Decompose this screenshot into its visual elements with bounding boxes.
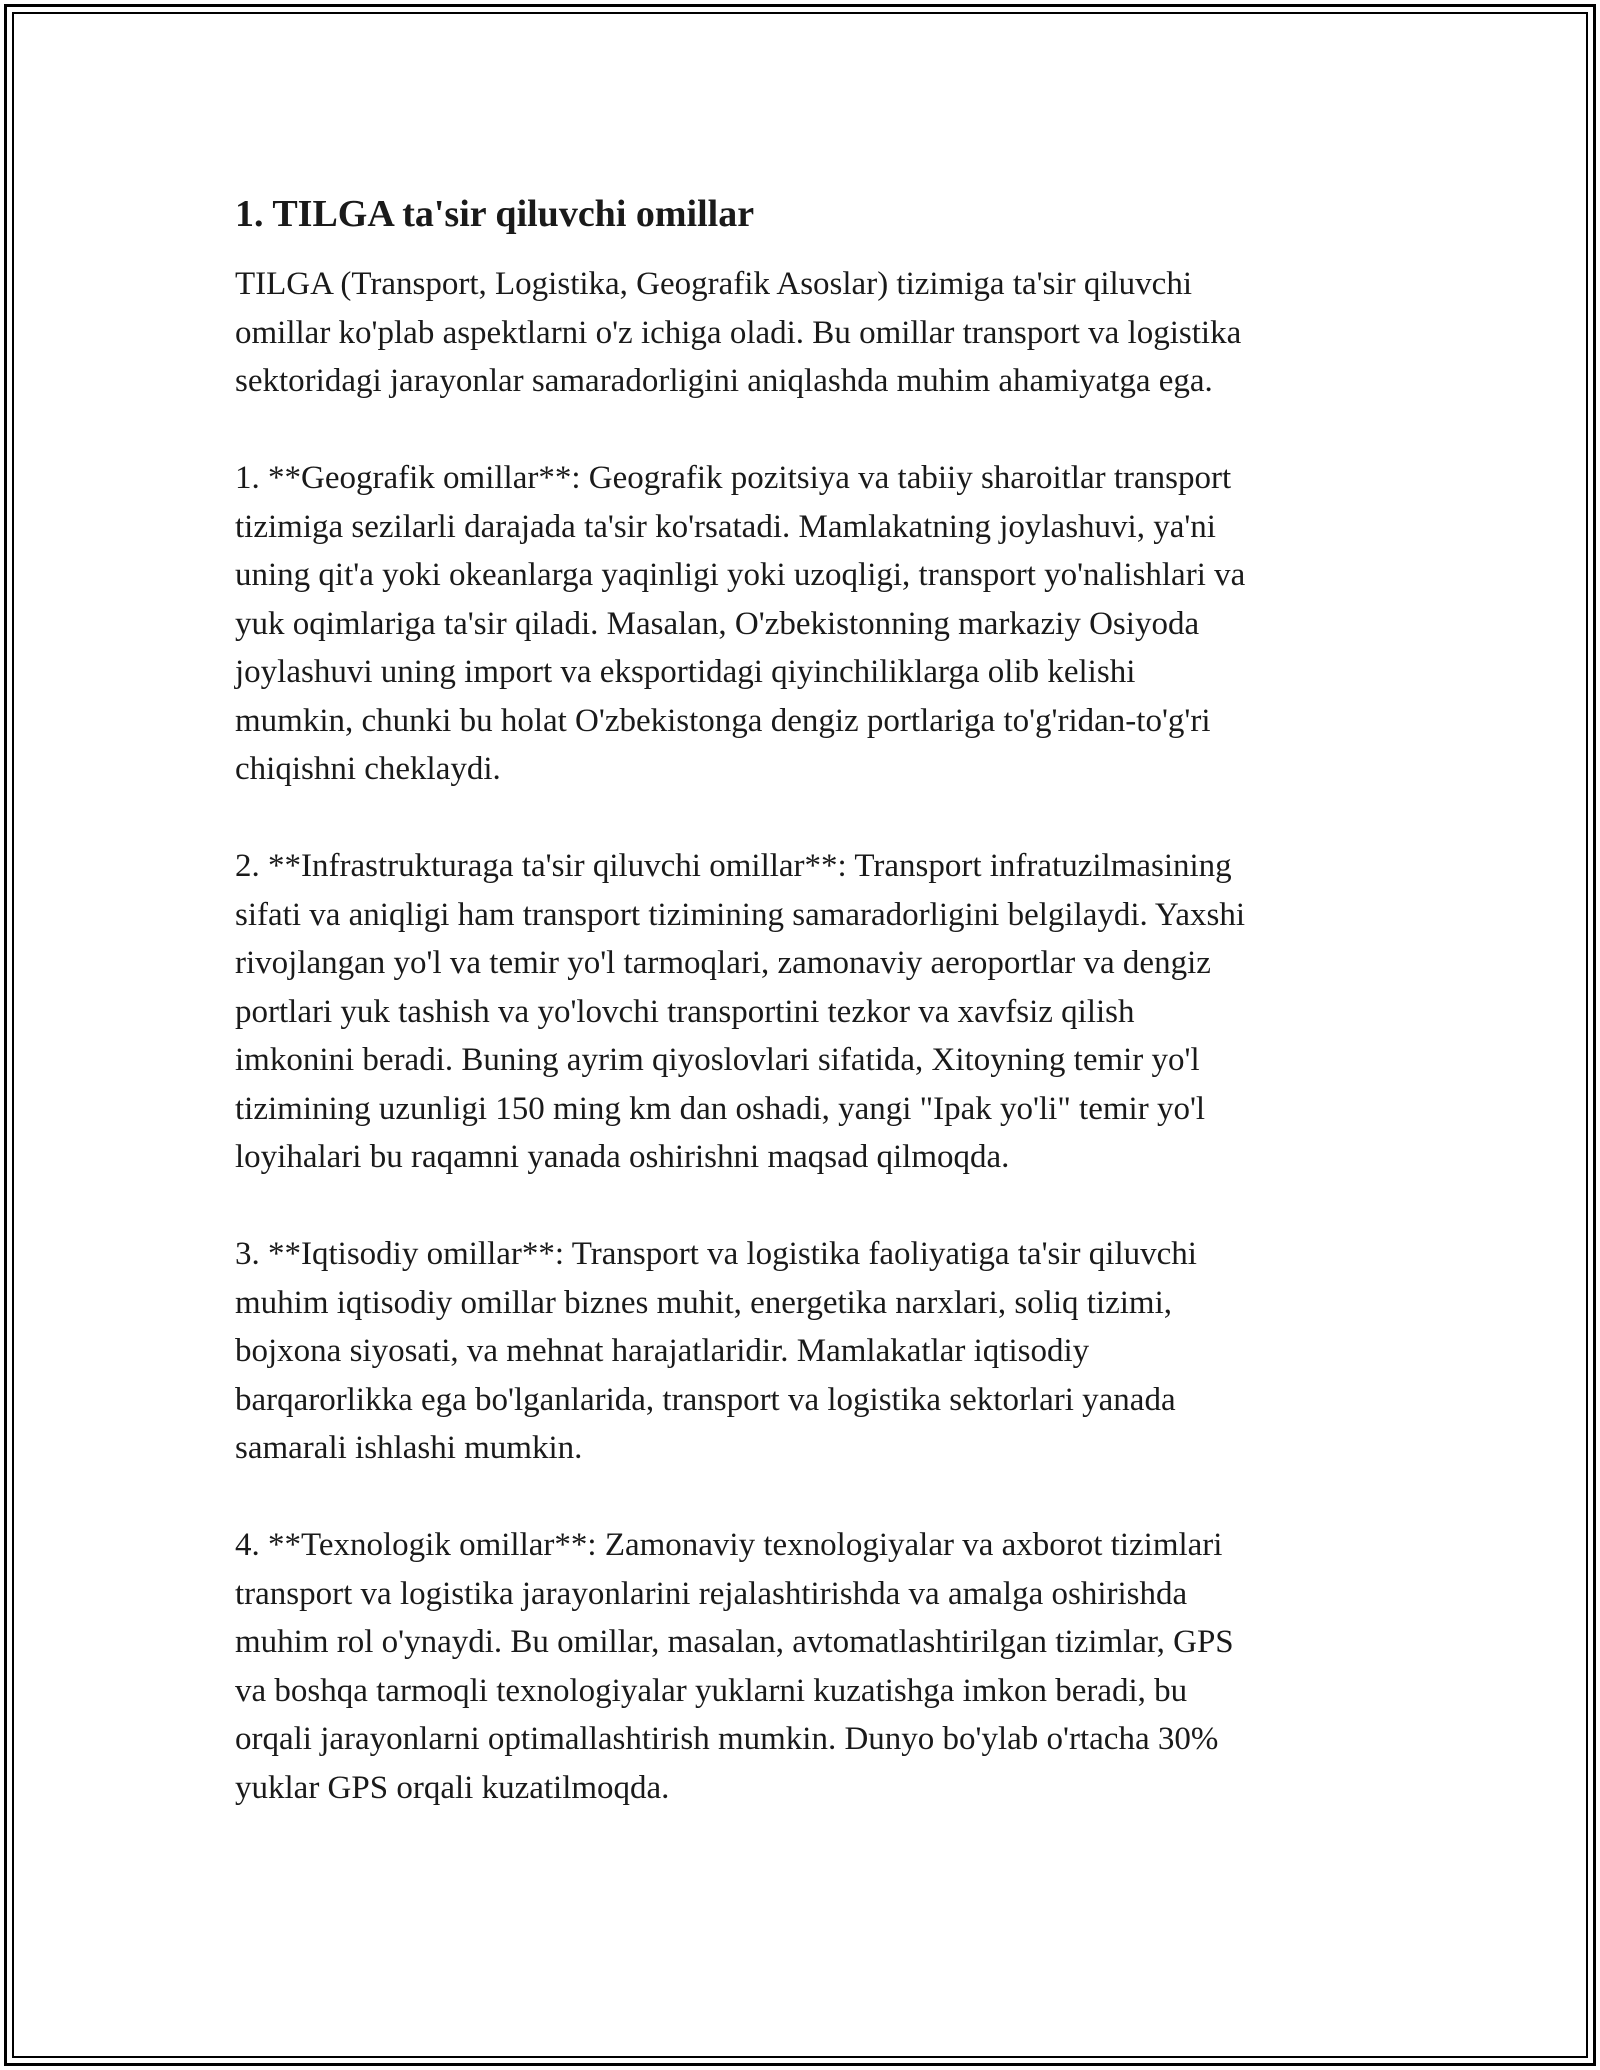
document-body <box>235 188 1375 1861</box>
paragraph-geographic-factors: 1. **Geografik omillar**: Geografik pozitsiya va tabiiy sharoitlar transport tizimiga sezilarli darajada ta'sir ko'rsatadi. Mamlakatning joylashuvi, ya'ni uning qit'a yoki okeanlarga yaqinligi yoki uzoqligi, transport yo'nalishlari va yuk oqimlariga ta'sir qiladi. Masalan, O'zbekistonning markaziy Osiyoda joylashuvi uning import va eksportidagi qiyinchiliklarga olib kelishi mumkin, chunki bu holat O'zbekistonga dengiz portlariga to'g'ridan-to'g'ri chiqishni cheklaydi. <box>235 460 1246 787</box>
document-title: 1. TILGA ta'sir qiluvchi omillar <box>235 193 755 235</box>
paragraph-technological-factors: 4. **Texnologik omillar**: Zamonaviy texnologiyalar va axborot tizimlari transport va logistika jarayonlarini rejalashtirishda va amalga oshirishda muhim rol o'ynaydi. Bu omillar, masalan, avtomatlashtirilgan tizimlar, GPS va boshqa tarmoqli texnologiyalar yuklarni kuzatishga imkon beradi, bu orqali jarayonlarni optimallashtirish mumkin. Dunyo bo'ylab o'rtacha 30% yuklar GPS orqali kuzatilmoqda. <box>235 1527 1234 1806</box>
paragraph-economic-factors: 3. **Iqtisodiy omillar**: Transport va logistika faoliyatiga ta'sir qiluvchi muhim iqtisodiy omillar biznes muhit, energetika narxlari, soliq tizimi, bojxona siyosati, va mehnat harajatlaridir. Mamlakatlar iqtisodiy barqarorlikka ega bo'lganlarida, transport va logistika sektorlari yanada samarali ishlashi mumkin. <box>235 1236 1197 1466</box>
paragraph-intro: TILGA (Transport, Logistika, Geografik Asoslar) tizimiga ta'sir qiluvchi omillar ko'plab aspektlarni o'z ichiga oladi. Bu omillar transport va logistika sektoridagi jarayonlar samaradorligini aniqlashda muhim ahamiyatga ega. <box>235 266 1242 399</box>
paragraph-infrastructure-factors: 2. **Infrastrukturaga ta'sir qiluvchi omillar**: Transport infratuzilmasining sifati va aniqligi ham transport tizimining samaradorligini belgilaydi. Yaxshi rivojlangan yo'l va temir yo'l tarmoqlari, zamonaviy aeroportlar va dengiz portlari yuk tashish va yo'lovchi transportini tezkor va xavfsiz qilish imkonini beradi. Buning ayrim qiyoslovlari sifatida, Xitoyning temir yo'l tizimining uzunligi 150 ming km dan oshadi, yangi "Ipak yo'li" temir yo'l loyihalari bu raqamni yanada oshirishni maqsad qilmoqda. <box>235 848 1246 1175</box>
